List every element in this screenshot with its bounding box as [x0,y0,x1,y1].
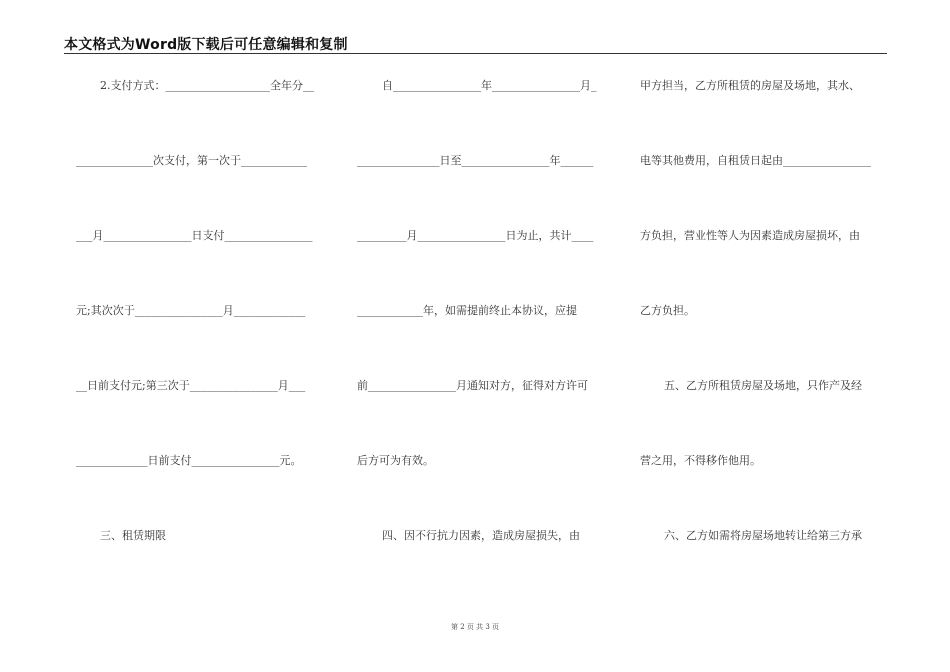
text-line: ______________次支付，第一次于____________ [76,154,307,167]
text-line: 乙方负担。 [640,304,695,317]
header-title: 本文格式为Word版下载后可任意编辑和复制 [64,37,348,53]
section-heading: 三、租赁期限 [100,529,166,542]
text-line: ___月________________日支付________________ [76,229,313,242]
page-number: 第 2 页 共 3 页 [450,623,500,631]
section-heading: 六、乙方如需将房屋场地转让给第三方承 [664,529,862,542]
section-heading: 四、因不行抗力因素，造成房屋损失，由 [382,529,580,542]
text-line: _______________日至________________年______ [357,154,594,167]
text-line: ____________年，如需提前终止本协议，应提 [357,304,577,317]
text-line: _____________日前支付________________元。 [76,454,302,467]
text-line: 后方可为有效。 [357,454,434,467]
text-line: 2.支付方式：___________________全年分__ [100,79,314,92]
text-line: 方负担，营业性等人为因素造成房屋损坏，由 [640,229,860,242]
header-divider [64,53,887,54]
text-line: 前________________月通知对方，征得对方许可 [357,379,588,392]
text-line: 自________________年________________月_ [382,79,597,92]
text-line: __日前支付元;第三次于________________月___ [76,379,306,392]
text-line: 营之用，不得移作他用。 [640,454,761,467]
section-heading: 五、乙方所租赁房屋及场地，只作产及经 [664,379,862,392]
text-line: 电等其他费用，自租赁日起由________________ [640,154,871,167]
text-line: _________月________________日为止，共计____ [357,229,594,242]
text-line: 甲方担当，乙方所租赁的房屋及场地，其水、 [640,79,860,92]
text-line: 元;其次次于________________月_____________ [76,304,306,317]
